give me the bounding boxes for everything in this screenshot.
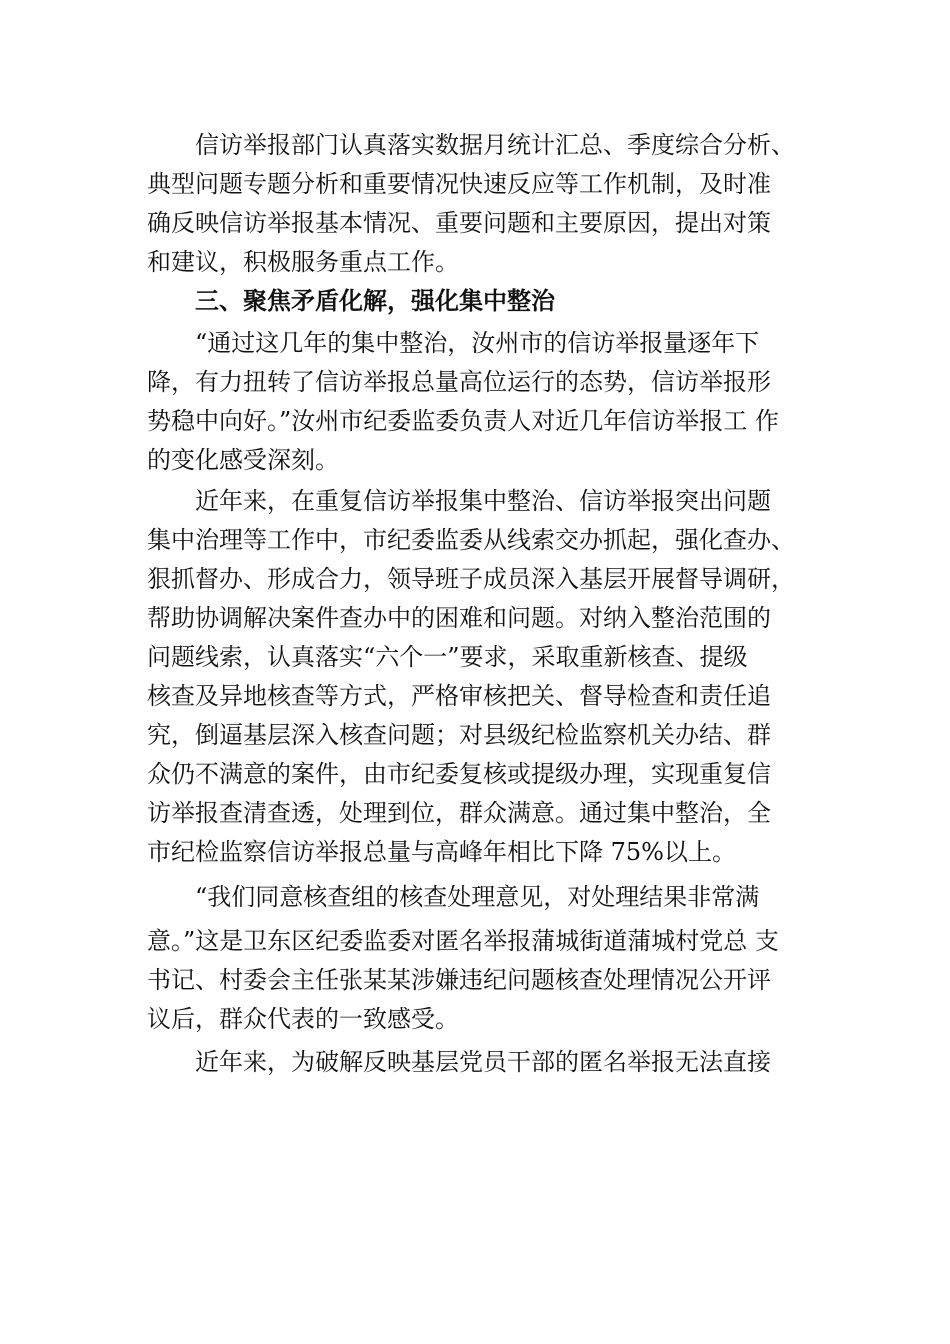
paragraph-line: 典型问题专题分析和重要情况快速反应等工作机制，及时准 (147, 170, 771, 198)
paragraph-line: 势稳中向好。”汝州市纪委监委负责人对近几年信访举报工 作 (147, 407, 779, 435)
paragraph-line: 确反映信访举报基本情况、重要问题和主要原因，提出对策 (147, 209, 771, 237)
paragraph-line: 意。”这是卫东区纪委监委对匿名举报蒲城街道蒲城村党总 支 (147, 927, 779, 955)
paragraph-line: 访举报查清查透，处理到位，群众满意。通过集中整治，全 (147, 799, 771, 827)
paragraph-line: 近年来，为破解反映基层党员干部的匿名举报无法直接 (195, 1048, 771, 1076)
paragraph-line: 核查及异地核查等方式，严格审核把关、督导检查和责任追 (147, 682, 771, 710)
paragraph-line: 狠抓督办、形成合力，领导班子成员深入基层开展督导调研， (147, 565, 795, 593)
paragraph-line: 众仍不满意的案件，由市纪委复核或提级办理，实现重复信 (147, 760, 771, 788)
paragraph-line: 究，倒逼基层深入核查问题；对县级纪检监察机关办结、群 (147, 721, 771, 749)
paragraph-line: “我们同意核查组的核查处理意见，对处理结果非常满 (195, 883, 760, 911)
paragraph-line: “通过这几年的集中整治，汝州市的信访举报量逐年下 (195, 329, 760, 357)
paragraph-line: 近年来，在重复信访举报集中整治、信访举报突出问题 (195, 487, 771, 515)
paragraph-line: 帮助协调解决案件查办中的困难和问题。对纳入整治范围的 (147, 604, 771, 632)
section-heading: 三、聚焦矛盾化解，强化集中整治 (195, 287, 555, 315)
paragraph-line: 的变化感受深刻。 (147, 446, 339, 474)
paragraph-line: 市纪检监察信访举报总量与高峰年相比下降 75%以上。 (147, 838, 736, 866)
paragraph-line: 议后，群众代表的一致感受。 (147, 1005, 459, 1033)
paragraph-line: 书记、村委会主任张某某涉嫌违纪问题核查处理情况公开评 (147, 966, 771, 994)
paragraph-line: 信访举报部门认真落实数据月统计汇总、季度综合分析、 (195, 131, 795, 159)
paragraph-line: 集中治理等工作中，市纪委监委从线索交办抓起，强化查办、 (147, 526, 795, 554)
paragraph-line: 降，有力扭转了信访举报总量高位运行的态势，信访举报形 (147, 368, 771, 396)
paragraph-line: 和建议，积极服务重点工作。 (147, 248, 459, 276)
paragraph-line: 问题线索，认真落实“六个一”要求，采取重新核查、提级 (147, 643, 748, 671)
